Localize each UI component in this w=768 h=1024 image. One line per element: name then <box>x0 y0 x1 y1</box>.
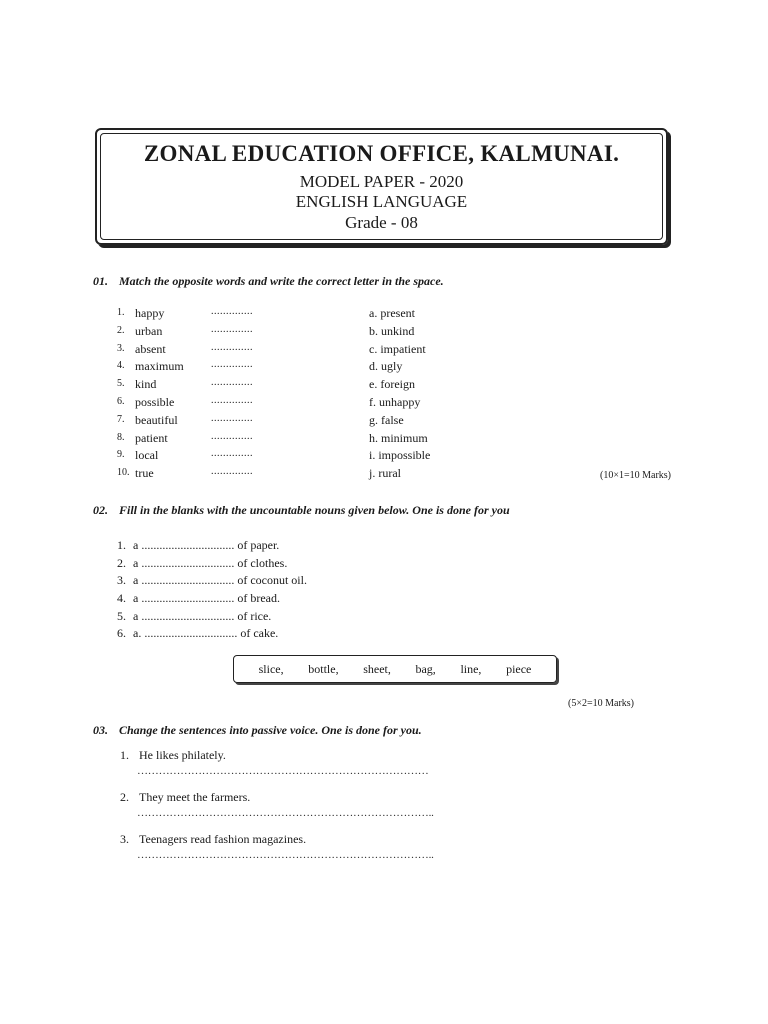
subject-title: ENGLISH LANGUAGE <box>295 192 468 211</box>
grade-title: Grade - 08 <box>345 213 418 232</box>
item-number: 2. <box>120 790 129 804</box>
q3-number: 03. <box>93 723 108 737</box>
match-row <box>117 359 697 377</box>
match-row <box>117 448 697 466</box>
q1-instruction: Match the opposite words and write the correct letter in the space. <box>119 274 444 288</box>
fill-row <box>117 609 307 627</box>
q2-fill-list <box>117 538 307 644</box>
sentence-text: They meet the farmers. <box>139 790 251 804</box>
q1-match-list <box>117 306 697 484</box>
word-option: piece <box>506 661 532 676</box>
q3-instruction: Change the sentences into passive voice. One is done for you. <box>119 723 422 737</box>
opposite-option: b. unkind <box>369 323 415 338</box>
item-number: 2. <box>117 324 125 336</box>
item-number: 5. <box>117 608 126 623</box>
item-number: 4. <box>117 591 126 606</box>
item-number: 3. <box>117 342 125 354</box>
q2-number: 02. <box>93 503 108 517</box>
item-number: 4. <box>117 360 125 372</box>
word-option: sheet, <box>363 661 391 676</box>
item-word: possible <box>135 394 175 409</box>
item-word: maximum <box>135 359 184 374</box>
sentence-text: He likes philately. <box>139 748 226 762</box>
sentence-text: Teenagers read fashion magazines. <box>139 832 307 846</box>
item-number: 6. <box>117 395 125 407</box>
fill-text: a ............................... of clothes. <box>133 555 288 570</box>
item-number: 6. <box>117 626 126 641</box>
opposite-option: a. present <box>369 306 415 320</box>
item-number: 3. <box>120 832 129 846</box>
item-number: 1. <box>120 748 129 762</box>
item-number: 5. <box>117 378 125 390</box>
paper-title: MODEL PAPER - 2020 <box>299 172 464 191</box>
opposite-option: i. impossible <box>369 448 431 463</box>
item-number: 2. <box>117 555 126 570</box>
fill-row <box>117 573 307 591</box>
answer-blank: .............. <box>211 341 253 353</box>
q2-word-box <box>233 655 557 683</box>
answer-blank: .............. <box>211 394 253 406</box>
opposite-option: e. foreign <box>369 377 415 392</box>
match-row <box>117 395 697 413</box>
fill-row <box>117 591 307 609</box>
item-number: 3. <box>117 573 126 588</box>
word-option: bag, <box>415 661 436 676</box>
answer-blank: .............. <box>211 448 253 460</box>
header-box <box>95 128 668 245</box>
match-row <box>117 413 697 431</box>
q1-number: 01. <box>93 274 108 288</box>
answer-blank: .............. <box>211 466 253 478</box>
match-row <box>117 377 697 395</box>
opposite-option: f. unhappy <box>369 394 421 409</box>
opposite-option: j. rural <box>369 466 401 481</box>
answer-blank: .............. <box>211 323 253 335</box>
item-number: 8. <box>117 431 125 443</box>
opposite-option: h. minimum <box>369 430 428 445</box>
office-title: ZONAL EDUCATION OFFICE, KALMUNAI. <box>143 141 620 166</box>
opposite-option: c. impatient <box>369 341 426 356</box>
answer-blank: .............. <box>211 412 253 424</box>
q2-instruction: Fill in the blanks with the uncountable nouns given below. One is done for you <box>119 503 510 517</box>
item-number: 1. <box>117 538 126 552</box>
fill-text: a ............................... of rice. <box>133 608 272 623</box>
item-number: 7. <box>117 413 125 425</box>
item-word: local <box>135 448 159 463</box>
answer-line: ……………………………………………………………………….. <box>137 807 434 819</box>
word-option: slice, <box>258 661 284 676</box>
answer-blank: .............. <box>211 359 253 371</box>
opposite-option: d. ugly <box>369 359 403 374</box>
item-word: kind <box>135 377 157 392</box>
answer-line: ……………………………………………………………………… <box>137 765 429 777</box>
item-word: happy <box>135 306 165 320</box>
item-number: 1. <box>117 307 125 318</box>
fill-text: a ............................... of coconut oil. <box>133 573 307 588</box>
q2-marks: (5×2=10 Marks) <box>568 698 634 709</box>
q1-marks: (10×1=10 Marks) <box>600 470 671 481</box>
q2-heading <box>93 503 510 518</box>
word-option: line, <box>460 661 482 676</box>
answer-blank: .............. <box>211 306 253 317</box>
match-row <box>117 306 697 324</box>
fill-row <box>117 538 307 556</box>
item-word: true <box>135 466 154 481</box>
fill-text: a ............................... of bread. <box>133 591 280 606</box>
match-row <box>117 342 697 360</box>
item-number: 10. <box>117 467 130 479</box>
answer-blank: .............. <box>211 377 253 389</box>
match-row <box>117 324 697 342</box>
word-option: bottle, <box>308 661 339 676</box>
fill-text: a. ............................... of cake. <box>133 626 279 641</box>
item-word: absent <box>135 341 166 356</box>
item-word: patient <box>135 430 168 445</box>
item-word: beautiful <box>135 412 178 427</box>
item-number: 9. <box>117 449 125 461</box>
match-row <box>117 431 697 449</box>
q1-heading <box>93 274 444 289</box>
opposite-option: g. false <box>369 412 404 427</box>
fill-row <box>117 556 307 574</box>
q3-heading <box>93 723 422 738</box>
item-word: urban <box>135 323 163 338</box>
answer-blank: .............. <box>211 430 253 442</box>
answer-line: ……………………………………………………………………….. <box>137 849 434 861</box>
fill-row <box>117 626 307 644</box>
fill-text: a ............................... of paper. <box>133 538 280 552</box>
